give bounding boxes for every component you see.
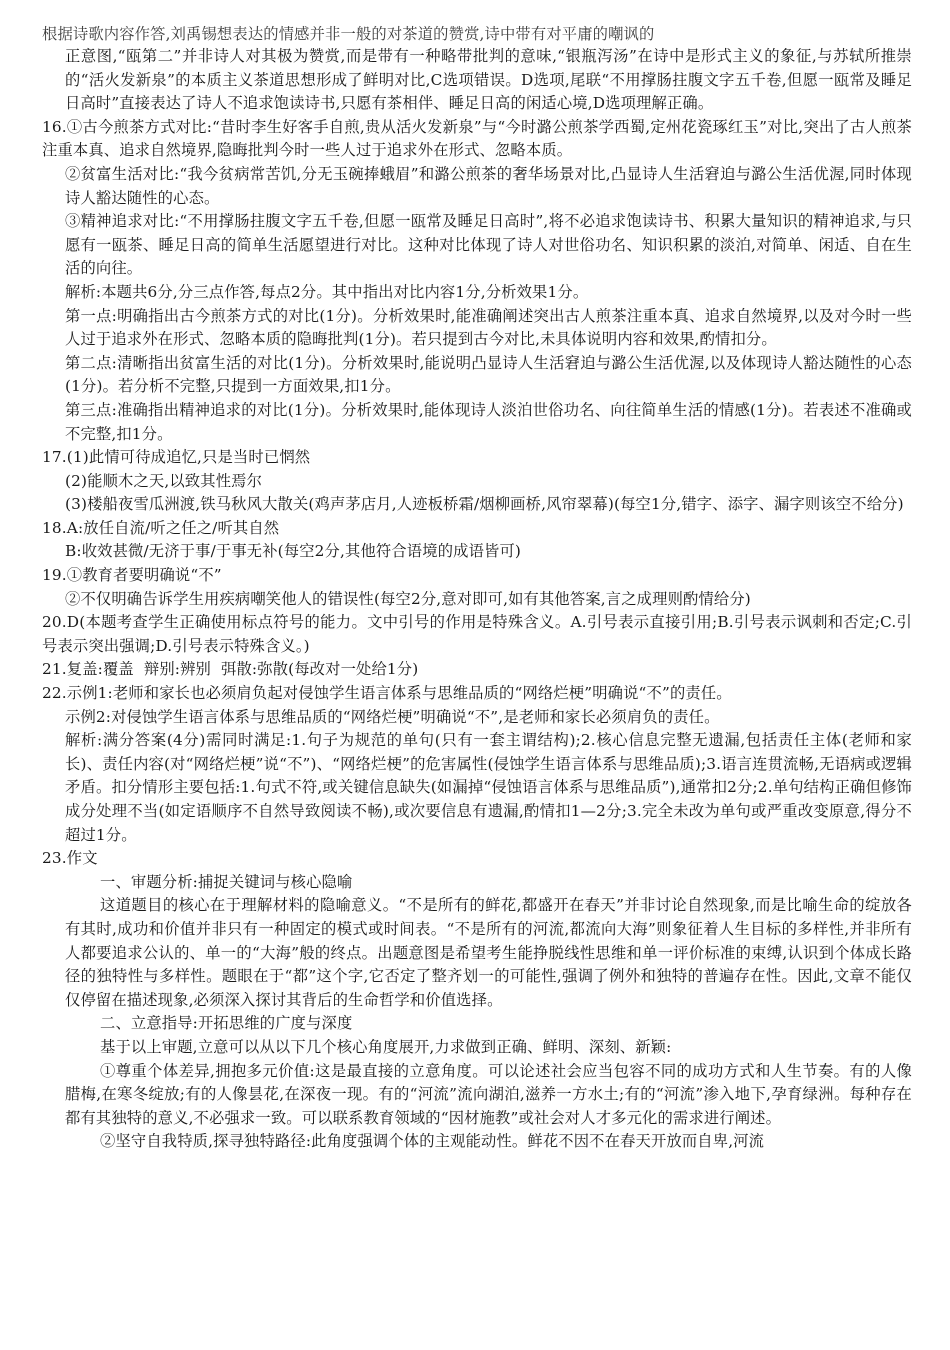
cutoff-line: 根据诗歌内容作答,刘禹锡想表达的情感并非一般的对茶道的赞赏,诗中带有对平庸的嘲讽的 — [42, 25, 655, 43]
question-number: 16. — [42, 117, 67, 136]
q16-scoring-2: 第二点:清晰指出贫富生活的对比(1分)。分析效果时,能说明凸显诗人生活窘迫与潞公生活优渥,以及体现诗人豁达随性的心态(1分)。若分析不完整,只提到一方面效果,扣1分。 — [65, 353, 912, 396]
question-number: 22. — [42, 684, 67, 703]
q23-section1-text: 这道题目的核心在于理解材料的隐喻意义。“不是所有的鲜花,都盛开在春天”并非讨论自然现象,而是比喻生命的绽放各有其时,成功和价值并非只有一种固定的模式或时间表。“不是所有的河流,都流向大海”则象征着人生目标的多样性,并非所有人都要追求公认的、单一的“大海”般的终点。出题意图是希望考生能挣脱线性思维和单一评价标准的束缚,认识到个体成长路径的独特性与多样性。题眼在于“都”这个字,它否定了整齐划一的可能性,强调了例外和独特的普遍存在性。因此,文章不能仅仅停留在描述现象,必须深入探讨其背后的生命哲学和价值选择。 — [65, 896, 912, 1009]
q23-section1-heading: 一、审题分析:捕捉关键词与核心隐喻 — [100, 872, 353, 891]
question-number: 20. — [42, 613, 67, 632]
q16-point-1: ①古今煎茶方式对比:“昔时李生好客手自煎,贵从活火发新泉”与“今时潞公煎茶学西蜀,定州花瓷琢红玉”对比,突出了古人煎茶注重本真、追求自然境界,隐晦批判今时一些人过于追求外在形式、忽略本质。 — [42, 117, 912, 160]
question-18 — [42, 517, 912, 564]
question-23 — [42, 847, 912, 1154]
q17-item-3: (3)楼船夜雪瓜洲渡,铁马秋风大散关(鸡声茅店月,人迹板桥霜/烟柳画桥,风帘翠幕)(每空1分,错字、添字、漏字则该空不给分) — [65, 495, 904, 514]
q18-item-b: B:收效甚微/无济于事/于事无补(每空2分,其他符合语境的成语皆可) — [65, 542, 522, 561]
question-20 — [42, 611, 912, 658]
q23-angle-1: ①尊重个体差异,拥抱多元价值:这是最直接的立意角度。可以论述社会应当包容不同的成功方式和人生节奏。有的人像腊梅,在寒冬绽放;有的人像昙花,在深夜一现。有的“河流”流向湖泊,滋养一方水土;有的“河流”渗入地下,孕育绿洲。每种存在都有其独特的意义,不必强求一致。可以联系教育领域的“因材施教”或社会对人才多元化的需求进行阐述。 — [65, 1061, 912, 1127]
question-19 — [42, 564, 912, 611]
q23-title: 作文 — [66, 849, 98, 868]
question-number: 23. — [42, 849, 67, 868]
question-16 — [42, 116, 912, 446]
q19-item-1: ①教育者要明确说“不” — [66, 566, 222, 585]
question-number: 17. — [42, 448, 67, 467]
q23-section2-heading: 二、立意指导:开拓思维的广度与深度 — [100, 1014, 353, 1033]
question-22 — [42, 682, 912, 847]
question-number: 21. — [42, 660, 67, 679]
q16-scoring-3: 第三点:准确指出精神追求的对比(1分)。分析效果时,能体现诗人淡泊世俗功名、向往简单生活的情感(1分)。若表述不准确或不完整,扣1分。 — [65, 400, 912, 443]
q21-answer: 复盖:覆盖 辩别:辨别 弭散:弥散(每改对一处给1分) — [66, 660, 419, 679]
q22-example-1: 示例1:老师和家长也必须肩负起对侵蚀学生语言体系与思维品质的“网络烂梗”明确说“不”的责任。 — [66, 684, 732, 703]
q17-item-2: (2)能顺木之天,以致其性焉尔 — [65, 471, 263, 490]
q23-angle-2: ②坚守自我特质,探寻独特路径:此角度强调个体的主观能动性。鲜花不因不在春天开放而自卑,河流 — [100, 1132, 765, 1151]
q16-scoring-1: 第一点:明确指出古今煎茶方式的对比(1分)。分析效果时,能准确阐述突出古人煎茶注重本真、追求自然境界,以及对今时一些人过于追求外在形式、忽略本质的隐晦批判(1分)。若只提到古今对比,未具体说明内容和效果,酌情扣分。 — [65, 306, 912, 349]
q17-item-1: (1)此情可待成追忆,只是当时已惘然 — [66, 448, 311, 467]
question-number: 19. — [42, 566, 67, 585]
question-21 — [42, 658, 912, 682]
q20-answer: D(本题考查学生正确使用标点符号的能力。文中引号的作用是特殊含义。A.引号表示直接引用;B.引号表示讽刺和否定;C.引号表示突出强调;D.引号表示特殊含义。) — [42, 613, 912, 655]
q22-example-2: 示例2:对侵蚀学生语言体系与思维品质的“网络烂梗”明确说“不”,是老师和家长必须肩负的责任。 — [65, 707, 720, 726]
question-number: 18. — [42, 518, 67, 537]
q16-point-2: ②贫富生活对比:“我今贫病常苦饥,分无玉碗捧蛾眉”和潞公煎茶的奢华场景对比,凸显诗人生活窘迫与潞公生活优渥,同时体现诗人豁达随性的心态。 — [65, 164, 912, 207]
q18-item-a: A:放任自流/听之任之/听其自然 — [66, 518, 280, 537]
q16-point-3: ③精神追求对比:“不用撑肠拄腹文字五千卷,但愿一瓯常及睡足日高时”,将不必追求饱读诗书、积累大量知识的精神追求,与只愿有一瓯茶、睡足日高的简单生活愿望进行对比。这种对比体现了诗人对世俗功名、知识积累的淡泊,对简单、闲适、自在生活的向往。 — [65, 212, 912, 278]
q15-tail-paragraph: 正意图,“瓯第二”并非诗人对其极为赞赏,而是带有一种略带批判的意味,“银瓶泻汤”在诗中是形式主义的象征,与苏轼所推崇的“活火发新泉”的本质主义茶道思想形成了鲜明对比,C选项错误。D选项,尾联“不用撑肠拄腹文字五千卷,但愿一瓯常及睡足日高时”直接表达了诗人不追求饱读诗书,只愿有茶相伴、睡足日高的闲适心境,D选项理解正确。 — [65, 47, 912, 113]
q22-analysis: 解析:满分答案(4分)需同时满足:1.句子为规范的单句(只有一套主谓结构);2.核心信息完整无遗漏,包括责任主体(老师和家长)、责任内容(对“网络烂梗”说“不”)、“网络烂梗”的危害属性(侵蚀学生语言体系与思维品质);3.语言连贯流畅,无语病或逻辑矛盾。扣分情形主要包括:1.句式不符,或关键信息缺失(如漏掉“侵蚀语言体系与思维品质”),通常扣2分;2.单句结构正确但修饰成分处理不当(如定语顺序不自然导致阅读不畅),或次要信息有遗漏,酌情扣1—2分;3.完全未改为单句或严重改变原意,得分不超过1分。 — [65, 731, 912, 844]
question-17 — [42, 446, 912, 517]
q19-item-2: ②不仅明确告诉学生用疾病嘲笑他人的错误性(每空2分,意对即可,如有其他答案,言之成理则酌情给分) — [65, 589, 751, 608]
q16-analysis: 解析:本题共6分,分三点作答,每点2分。其中指出对比内容1分,分析效果1分。 — [65, 282, 589, 301]
q23-section2-intro: 基于以上审题,立意可以从以下几个核心角度展开,力求做到正确、鲜明、深刻、新颖: — [100, 1037, 672, 1056]
